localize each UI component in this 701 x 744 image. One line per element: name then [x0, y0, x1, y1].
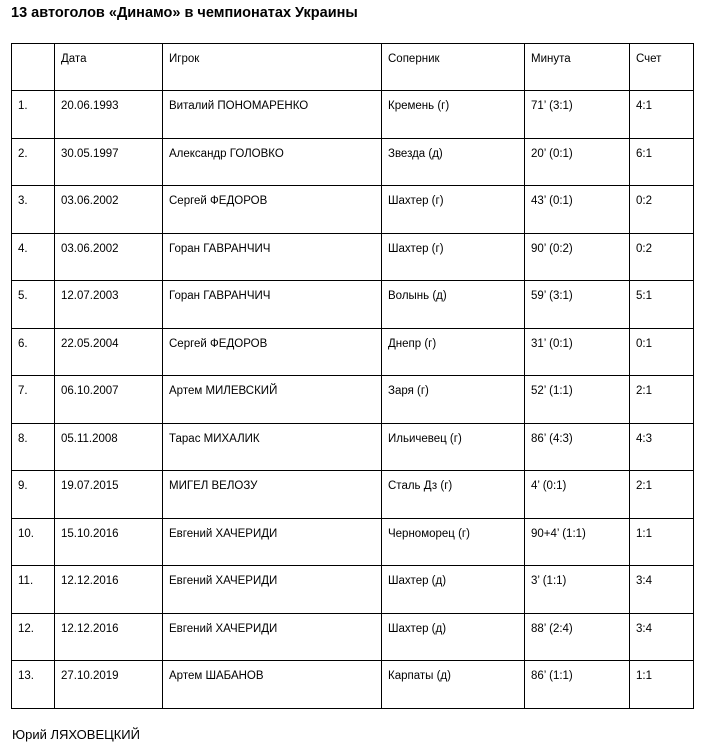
- cell-minute: 43’ (0:1): [525, 186, 630, 234]
- cell-score: 2:1: [630, 376, 694, 424]
- cell-date: 19.07.2015: [55, 471, 163, 519]
- cell-number: 4.: [12, 233, 55, 281]
- cell-date: 30.05.1997: [55, 138, 163, 186]
- cell-minute: 88’ (2:4): [525, 613, 630, 661]
- header-cell-player: Игрок: [163, 44, 382, 91]
- cell-opponent: Черноморец (г): [382, 518, 525, 566]
- cell-number: 9.: [12, 471, 55, 519]
- cell-minute: 90’ (0:2): [525, 233, 630, 281]
- table-row: [12, 281, 694, 329]
- cell-date: 12.07.2003: [55, 281, 163, 329]
- cell-score: 3:4: [630, 613, 694, 661]
- cell-score: 0:2: [630, 186, 694, 234]
- cell-score: 1:1: [630, 518, 694, 566]
- table-row: [12, 91, 694, 139]
- cell-minute: 71’ (3:1): [525, 91, 630, 139]
- table-row: [12, 138, 694, 186]
- cell-opponent: Заря (г): [382, 376, 525, 424]
- cell-minute: 52’ (1:1): [525, 376, 630, 424]
- cell-player: Евгений ХАЧЕРИДИ: [163, 518, 382, 566]
- cell-player: Артем ШАБАНОВ: [163, 661, 382, 709]
- cell-player: Сергей ФЕДОРОВ: [163, 328, 382, 376]
- cell-player: Горан ГАВРАНЧИЧ: [163, 281, 382, 329]
- cell-date: 22.05.2004: [55, 328, 163, 376]
- cell-minute: 86’ (4:3): [525, 423, 630, 471]
- cell-date: 12.12.2016: [55, 566, 163, 614]
- cell-number: 6.: [12, 328, 55, 376]
- cell-player: Евгений ХАЧЕРИДИ: [163, 613, 382, 661]
- table-row: [12, 661, 694, 709]
- cell-score: 3:4: [630, 566, 694, 614]
- cell-opponent: Днепр (г): [382, 328, 525, 376]
- cell-minute: 86’ (1:1): [525, 661, 630, 709]
- table-row: [12, 376, 694, 424]
- cell-minute: 4’ (0:1): [525, 471, 630, 519]
- cell-number: 3.: [12, 186, 55, 234]
- cell-opponent: Шахтер (г): [382, 233, 525, 281]
- table-row: [12, 186, 694, 234]
- cell-score: 0:2: [630, 233, 694, 281]
- table-row: [12, 233, 694, 281]
- article-title: 13 автоголов «Динамо» в чемпионатах Украины: [11, 5, 358, 21]
- cell-date: 12.12.2016: [55, 613, 163, 661]
- cell-number: 11.: [12, 566, 55, 614]
- cell-number: 13.: [12, 661, 55, 709]
- cell-player: МИГЕЛ ВЕЛОЗУ: [163, 471, 382, 519]
- cell-score: 5:1: [630, 281, 694, 329]
- cell-player: Виталий ПОНОМАРЕНКО: [163, 91, 382, 139]
- cell-number: 7.: [12, 376, 55, 424]
- own-goals-table: [11, 43, 694, 709]
- cell-player: Александр ГОЛОВКО: [163, 138, 382, 186]
- table-row: [12, 613, 694, 661]
- cell-player: Сергей ФЕДОРОВ: [163, 186, 382, 234]
- table-row: [12, 518, 694, 566]
- cell-player: Тарас МИХАЛИК: [163, 423, 382, 471]
- cell-date: 03.06.2002: [55, 233, 163, 281]
- cell-date: 05.11.2008: [55, 423, 163, 471]
- cell-score: 6:1: [630, 138, 694, 186]
- cell-player: Горан ГАВРАНЧИЧ: [163, 233, 382, 281]
- table-row: [12, 423, 694, 471]
- cell-opponent: Шахтер (д): [382, 566, 525, 614]
- cell-opponent: Шахтер (д): [382, 613, 525, 661]
- cell-minute: 3’ (1:1): [525, 566, 630, 614]
- cell-number: 2.: [12, 138, 55, 186]
- header-cell-number: [12, 44, 55, 91]
- cell-minute: 59’ (3:1): [525, 281, 630, 329]
- cell-opponent: Ильичевец (г): [382, 423, 525, 471]
- table-row: [12, 328, 694, 376]
- cell-opponent: Шахтер (г): [382, 186, 525, 234]
- cell-number: 10.: [12, 518, 55, 566]
- table-header-row: [12, 44, 694, 91]
- cell-date: 15.10.2016: [55, 518, 163, 566]
- cell-score: 0:1: [630, 328, 694, 376]
- cell-number: 1.: [12, 91, 55, 139]
- cell-date: 27.10.2019: [55, 661, 163, 709]
- cell-minute: 20’ (0:1): [525, 138, 630, 186]
- author-name: Юрий ЛЯХОВЕЦКИЙ: [12, 727, 140, 742]
- cell-number: 8.: [12, 423, 55, 471]
- cell-number: 12.: [12, 613, 55, 661]
- cell-opponent: Волынь (д): [382, 281, 525, 329]
- cell-date: 03.06.2002: [55, 186, 163, 234]
- cell-player: Евгений ХАЧЕРИДИ: [163, 566, 382, 614]
- cell-opponent: Кремень (г): [382, 91, 525, 139]
- cell-minute: 90+4’ (1:1): [525, 518, 630, 566]
- table-row: [12, 471, 694, 519]
- cell-date: 06.10.2007: [55, 376, 163, 424]
- table-row: [12, 566, 694, 614]
- cell-opponent: Карпаты (д): [382, 661, 525, 709]
- cell-score: 4:1: [630, 91, 694, 139]
- cell-score: 2:1: [630, 471, 694, 519]
- header-cell-date: Дата: [55, 44, 163, 91]
- cell-score: 4:3: [630, 423, 694, 471]
- header-cell-opponent: Соперник: [382, 44, 525, 91]
- cell-opponent: Сталь Дз (г): [382, 471, 525, 519]
- header-cell-score: Счет: [630, 44, 694, 91]
- header-cell-minute: Минута: [525, 44, 630, 91]
- cell-score: 1:1: [630, 661, 694, 709]
- cell-player: Артем МИЛЕВСКИЙ: [163, 376, 382, 424]
- cell-number: 5.: [12, 281, 55, 329]
- cell-opponent: Звезда (д): [382, 138, 525, 186]
- cell-minute: 31’ (0:1): [525, 328, 630, 376]
- cell-date: 20.06.1993: [55, 91, 163, 139]
